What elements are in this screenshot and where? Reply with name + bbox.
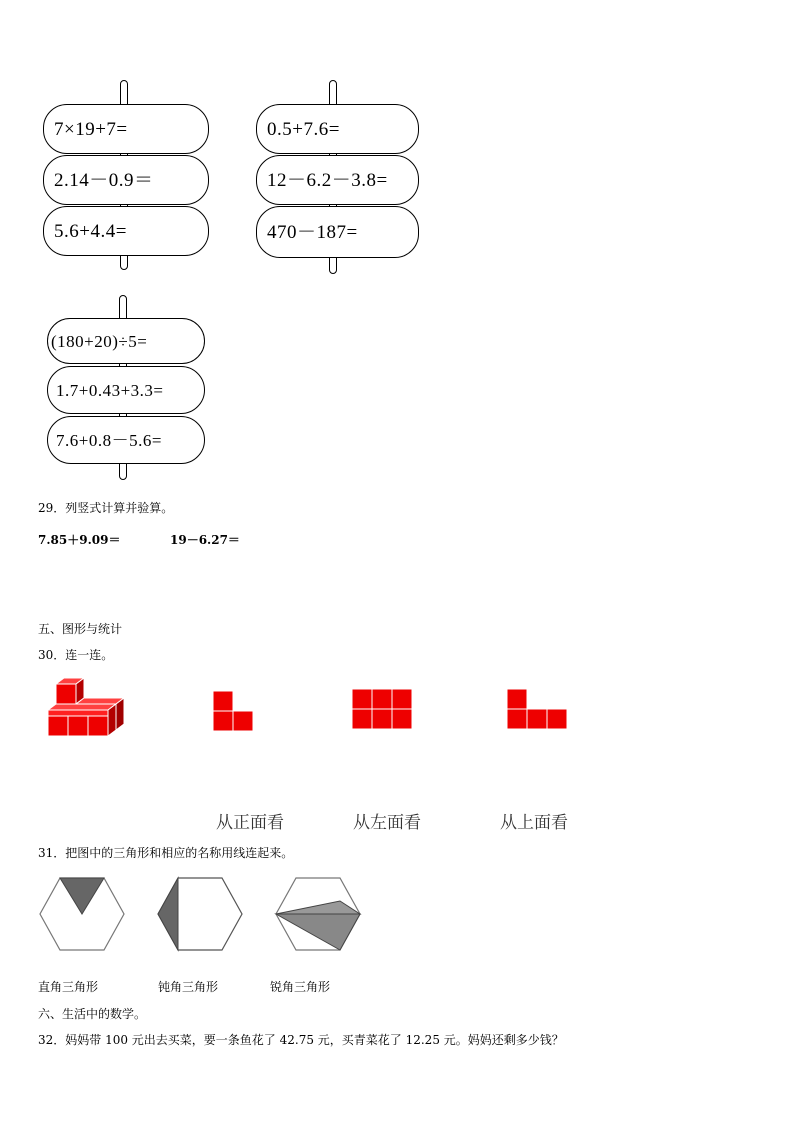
expression-text: 12－6.2－3.8=: [267, 169, 388, 191]
expression-pill: [47, 366, 205, 414]
expression-pill: [43, 206, 209, 256]
view-label-top: 从上面看: [500, 813, 568, 833]
expression-pill: [43, 155, 209, 205]
expression-text: 7.6+0.8－5.6=: [56, 430, 162, 450]
expression-pill: [47, 318, 205, 364]
expression-text: 1.7+0.43+3.3=: [56, 380, 164, 400]
expression-pill: [256, 155, 419, 205]
expression-text: 5.6+4.4=: [54, 220, 127, 242]
view-label-left: 从左面看: [353, 813, 421, 833]
hexagon-right-triangle-figure: [38, 876, 126, 952]
view-label-front: 从正面看: [216, 813, 284, 833]
expression-pill: [47, 416, 205, 464]
expression-text: 2.14－0.9＝: [54, 169, 154, 191]
cube-stack-3d-figure: [44, 676, 128, 738]
triangle-name-acute: 锐角三角形: [270, 980, 331, 994]
q29-expression-1: 7.85＋9.09＝: [38, 533, 121, 547]
question-30-title: 30．连一连。: [38, 648, 114, 662]
expression-pill: [43, 104, 209, 154]
q29-expression-2: 19－6.27＝: [170, 533, 240, 547]
question-31-title: 31．把图中的三角形和相应的名称用线连起来。: [38, 846, 294, 860]
view-shape-2x3-grid: [351, 688, 415, 732]
expression-text: 470－187=: [267, 221, 358, 243]
view-shape-l-wide: [506, 688, 570, 732]
question-29-title: 29．列竖式计算并验算。: [38, 501, 174, 515]
expression-text: 0.5+7.6=: [267, 118, 340, 140]
triangle-name-right: 直角三角形: [38, 980, 99, 994]
hexagon-obtuse-triangle-figure: [156, 876, 244, 952]
hexagon-acute-triangle-figure: [274, 876, 362, 952]
expression-pill: [256, 206, 419, 258]
view-shape-l-small: [212, 690, 256, 732]
question-32-title: 32．妈妈带 100 元出去买菜，要一条鱼花了 42.75 元，买青菜花了 12.25 元。妈妈还剩多少钱？: [38, 1033, 564, 1047]
expression-text: 7×19+7=: [54, 118, 128, 140]
section-5-heading: 五、图形与统计: [38, 622, 123, 636]
expression-pill: [256, 104, 419, 154]
triangle-name-obtuse: 钝角三角形: [158, 980, 219, 994]
section-6-heading: 六、生活中的数学。: [38, 1007, 147, 1021]
expression-text: (180+20)÷5=: [51, 331, 148, 351]
